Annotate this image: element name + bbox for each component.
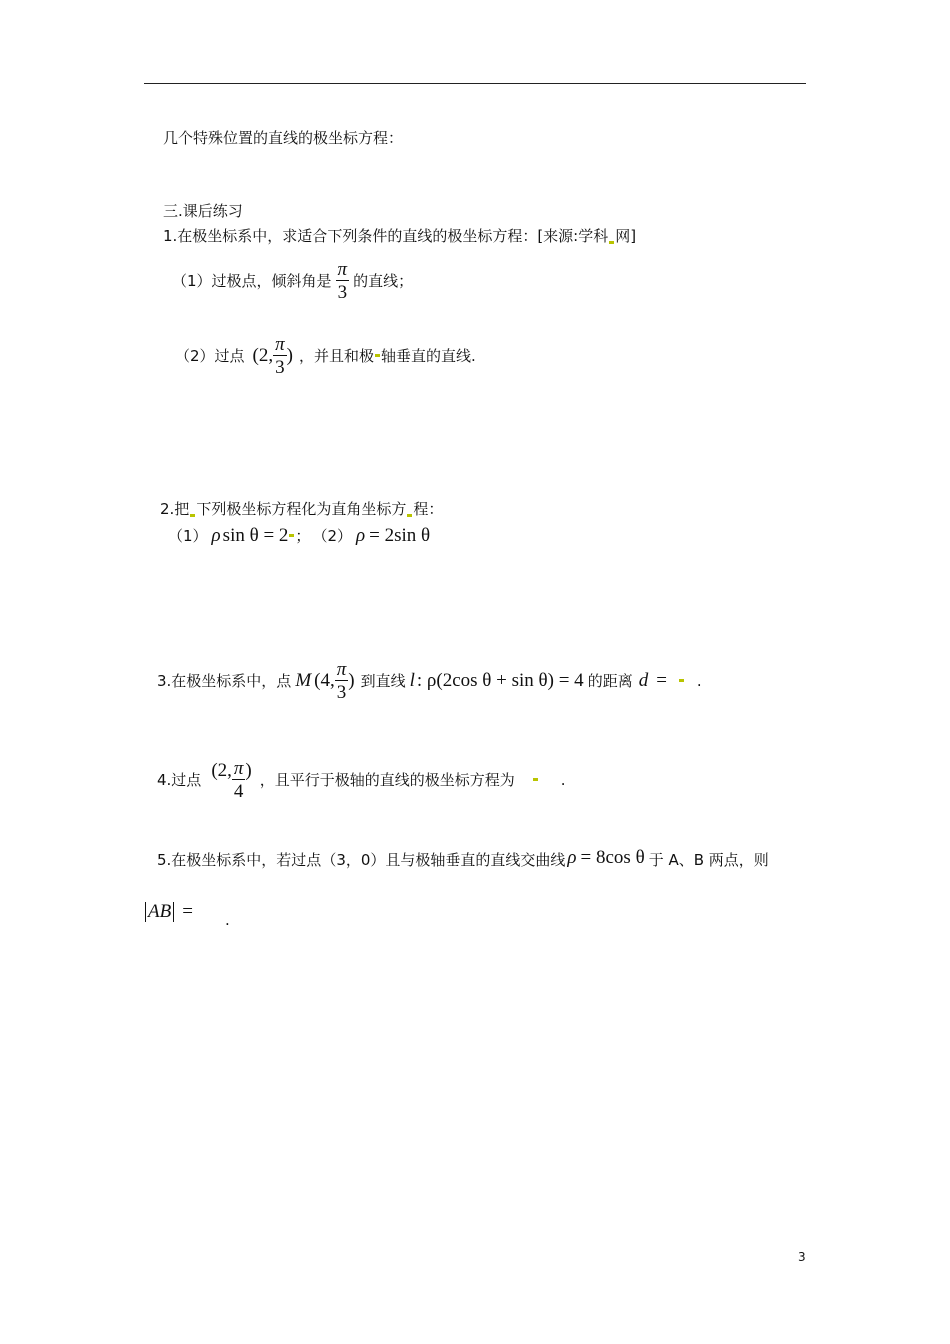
question-1-stem <box>163 226 636 246</box>
q5-tail: 于 A、B 两点，则 <box>648 851 769 869</box>
abs-bar-right <box>173 902 174 922</box>
q1-p2-close: ) <box>286 345 293 366</box>
section-title: 三.课后练习 <box>163 202 243 220</box>
highlight-mark <box>407 514 412 517</box>
q5-equals: = <box>182 901 193 922</box>
q1-suffix: 网] <box>615 227 637 245</box>
page-number: 3 <box>798 1250 806 1264</box>
q5-rho: ρ <box>567 847 577 868</box>
q4-open: (2, <box>211 760 232 781</box>
q1-p2-lead: （2）过点 <box>175 347 245 365</box>
q3-fraction <box>335 660 349 702</box>
q2-p2-expr: = 2sin θ <box>369 525 431 546</box>
question-2-stem <box>160 499 443 519</box>
q1-p2-tail-a: ，并且和极 <box>298 347 374 365</box>
q1-p1-fraction <box>336 260 350 302</box>
q3-d: d <box>638 670 649 691</box>
fraction-denominator: 4 <box>233 781 244 802</box>
q2-p1-label: （1） <box>168 527 208 545</box>
q2-separator: ； <box>295 527 311 545</box>
q5-lead: 5.在极坐标系中，若过点（3，0）且与极轴垂直的直线交曲线 <box>157 851 566 869</box>
q4-fraction <box>232 759 246 801</box>
q3-close: ) <box>348 670 355 691</box>
q3-after: 的距离 <box>587 672 633 690</box>
highlight-mark <box>679 679 684 682</box>
fraction-numerator: π <box>275 334 285 355</box>
highlight-mark <box>609 241 614 244</box>
question-2-parts <box>168 523 430 549</box>
q2-prefix-a: 2.把 <box>160 500 190 518</box>
q2-prefix-c: 程： <box>413 500 444 518</box>
fraction-denominator: 3 <box>275 357 285 378</box>
q5-ab: AB <box>148 901 172 922</box>
q3-line-l: l <box>409 670 415 691</box>
q2-p2-label: （2） <box>312 527 352 545</box>
q3-open: (4, <box>314 670 335 691</box>
highlight-mark <box>533 778 538 781</box>
q3-equals: = <box>656 670 667 691</box>
header-rule <box>144 83 806 84</box>
question-1-part-2 <box>175 330 476 382</box>
abs-bar-left <box>145 902 146 922</box>
q3-line-equation: : ρ(2cos θ + sin θ) = 4 <box>416 670 584 691</box>
q1-p2-fraction <box>273 335 287 377</box>
q3-mid: 到直线 <box>360 672 406 690</box>
fraction-numerator: π <box>337 259 348 280</box>
q4-end: . <box>560 771 566 789</box>
header-note: 几个特殊位置的直线的极坐标方程： <box>163 129 404 147</box>
q5-curve-expr: = 8cos θ <box>580 847 645 868</box>
highlight-mark <box>190 514 195 517</box>
fraction-denominator: 3 <box>337 282 348 303</box>
q3-lead: 3.在极坐标系中，点 <box>157 672 292 690</box>
q2-p1-rho: ρ <box>211 525 221 546</box>
q3-point-name: M <box>295 670 312 691</box>
q2-p1-expr: sin θ = 2 <box>222 525 289 546</box>
fraction-numerator: π <box>233 758 244 779</box>
fraction-denominator: 3 <box>336 682 347 703</box>
highlight-mark <box>289 534 294 537</box>
question-4 <box>157 754 566 806</box>
question-1-part-1 <box>172 256 413 306</box>
q1-p1-tail: 的直线； <box>353 272 414 290</box>
q1-p1-lead: （1）过极点，倾斜角是 <box>172 272 332 290</box>
q4-tail: ，且平行于极轴的直线的极坐标方程为 <box>259 771 515 789</box>
q4-close: ) <box>245 760 252 781</box>
q2-prefix-b: 下列极坐标方程化为直角坐标方 <box>196 500 407 518</box>
question-5-line-1 <box>157 846 769 874</box>
q1-prefix: 1.在极坐标系中，求适合下列条件的直线的极坐标方程：[来源:学科 <box>163 227 609 245</box>
q1-p2-open: (2, <box>252 345 274 366</box>
question-5-line-2 <box>145 898 230 929</box>
q3-end: . <box>696 672 702 690</box>
highlight-mark <box>375 354 380 357</box>
q5-end: . <box>224 911 230 929</box>
q2-p2-rho: ρ <box>355 525 366 546</box>
q4-lead: 4.过点 <box>157 771 202 789</box>
question-3 <box>157 655 702 707</box>
q1-p2-tail-b: 轴垂直的直线. <box>381 347 476 365</box>
fraction-numerator: π <box>336 659 347 680</box>
